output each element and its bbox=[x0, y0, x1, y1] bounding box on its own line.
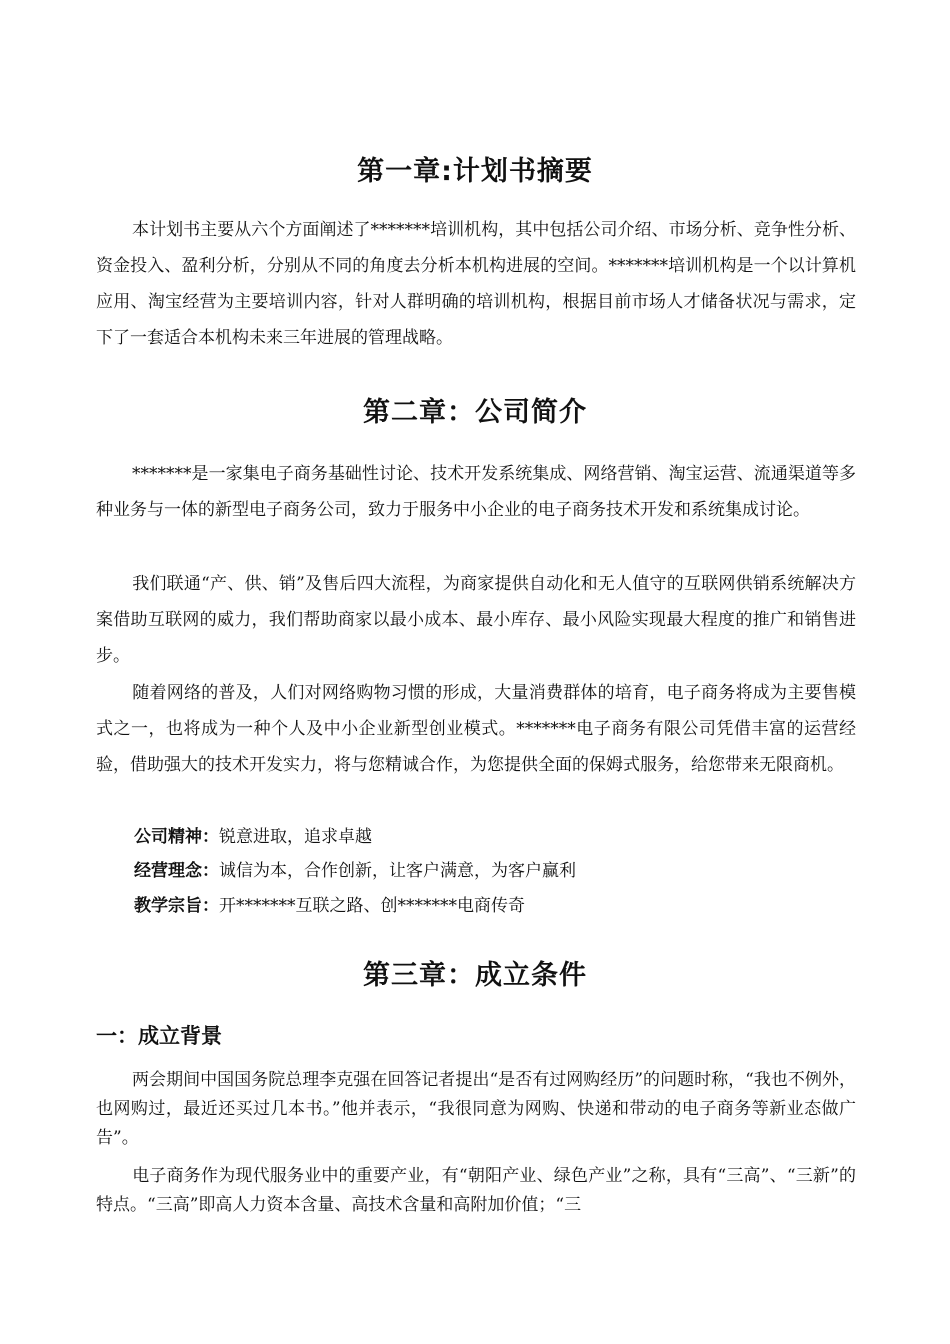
motto-text: 诚信为本，合作创新，让客户满意，为客户赢利 bbox=[219, 861, 576, 881]
motto-label: 公司精神： bbox=[134, 827, 219, 847]
motto-text: 开*******互联之路、创*******电商传奇 bbox=[219, 896, 525, 916]
chapter-1-summary-paragraph bbox=[96, 212, 856, 356]
background-text-2: 电子商务作为现代服务业中的重要产业，有“朝阳产业、绿色产业”之称，具有“三高”、“三新”的特点。“三高”即高人力资本含量、高技术含量和高附加价值；“三 bbox=[96, 1166, 856, 1215]
chapter-1-summary-text: 本计划书主要从六个方面阐述了*******培训机构，其中包括公司介绍、市场分析、竞争性分析、资金投入、盈利分析，分别从不同的角度去分析本机构进展的空间。*******培训机构是一个以计算机应用、淘宝经营为主要培训内容，针对人群明确的培训机构，根据目前市场人才储备状况与需求，定下了一套适合本机构未来三年进展的管理战略。 bbox=[96, 220, 856, 348]
background-paragraph-2 bbox=[96, 1162, 856, 1220]
company-intro-text-3: 随着网络的普及，人们对网络购物习惯的形成，大量消费群体的培育，电子商务将成为主要售模式之一，也将成为一种个人及中小企业新型创业模式。*******电子商务有限公司凭借丰富的运营经验，借助强大的技术开发实力，将与您精诚合作，为您提供全面的保姆式服务，给您带来无限商机。 bbox=[96, 683, 856, 775]
motto-company-spirit bbox=[134, 821, 372, 853]
motto-label: 教学宗旨： bbox=[134, 896, 219, 916]
chapter-2-title: 第二章：公司简介 bbox=[363, 397, 587, 428]
section-1-title: 一：成立背景 bbox=[96, 1024, 222, 1048]
chapter-1-title: 第一章:计划书摘要 bbox=[357, 156, 593, 187]
company-intro-text-2: 我们联通“产、供、销”及售后四大流程，为商家提供自动化和无人值守的互联网供销系统解决方案借助互联网的威力，我们帮助商家以最小成本、最小库存、最小风险实现最大程度的推广和销售进步。 bbox=[96, 574, 856, 666]
motto-teaching-purpose bbox=[134, 890, 525, 922]
motto-label: 经营理念： bbox=[134, 861, 219, 881]
motto-text: 锐意进取，追求卓越 bbox=[219, 827, 372, 847]
chapter-3-title: 第三章：成立条件 bbox=[363, 960, 587, 991]
company-intro-paragraph-3 bbox=[96, 675, 856, 783]
background-text-1: 两会期间中国国务院总理李克强在回答记者提出“是否有过网购经历”的问题时称，“我也不例外，也网购过，最近还买过几本书。”他并表示，“我很同意为网购、快递和带动的电子商务等新业态做广告”。 bbox=[96, 1070, 856, 1148]
company-intro-text-1: *******是一家集电子商务基础性讨论、技术开发系统集成、网络营销、淘宝运营、流通渠道等多种业务与一体的新型电子商务公司，致力于服务中小企业的电子商务技术开发和系统集成讨论。 bbox=[96, 464, 856, 520]
background-paragraph-1 bbox=[96, 1066, 856, 1153]
company-intro-paragraph-2 bbox=[96, 566, 856, 674]
company-intro-paragraph-1 bbox=[96, 456, 856, 528]
motto-business-philosophy bbox=[134, 855, 576, 887]
